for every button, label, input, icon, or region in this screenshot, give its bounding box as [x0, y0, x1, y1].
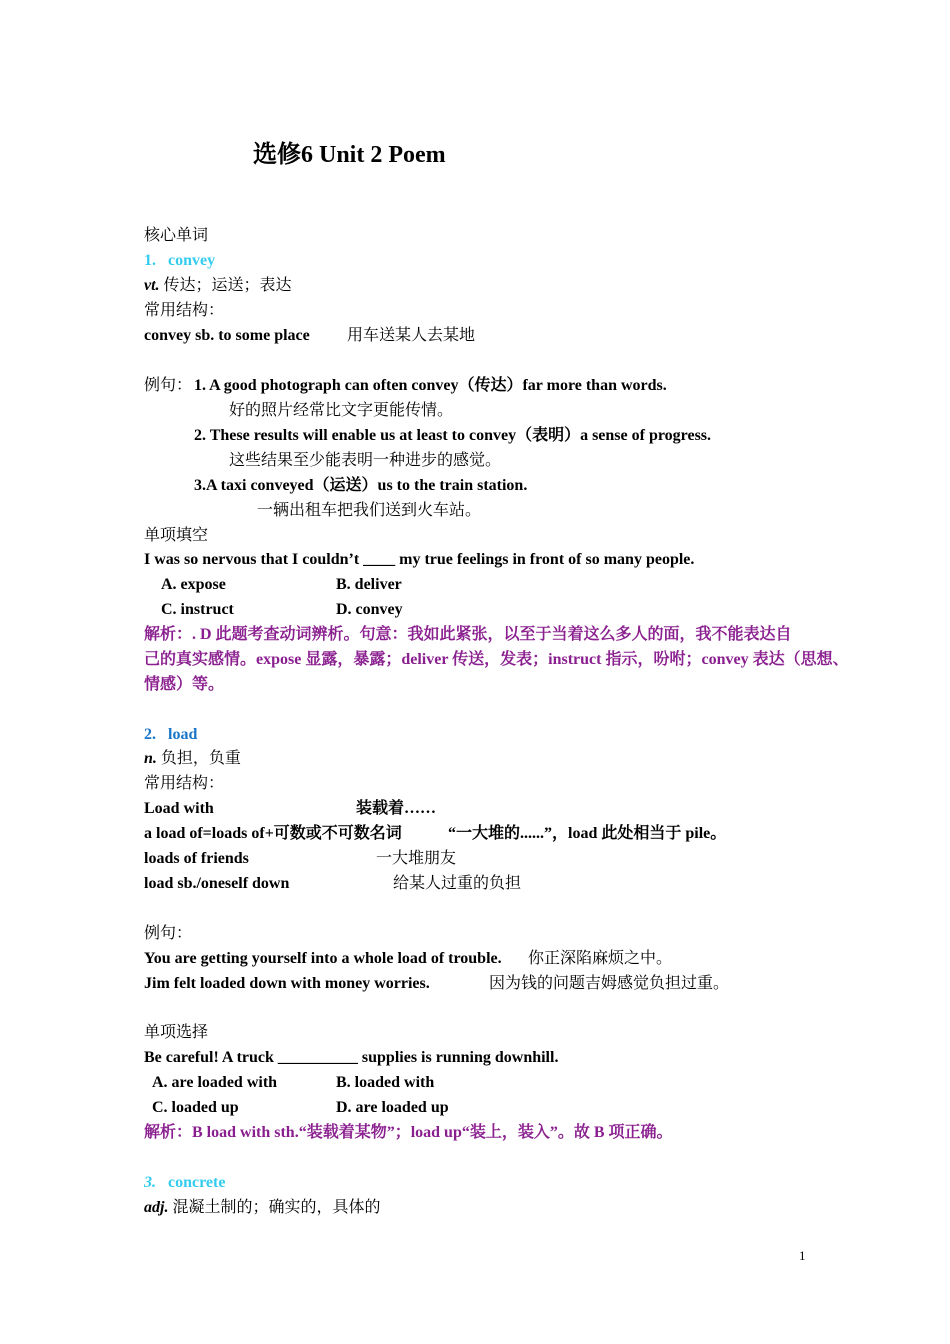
word-2-number: 2. [144, 726, 156, 743]
page-title: 选修6 Unit 2 Poem [253, 142, 446, 168]
word-1-option-b: B. deliver [336, 576, 402, 593]
word-1-structure-label: 常用结构： [144, 302, 225, 319]
word-2-example-label: 例句： [144, 925, 193, 942]
word-2-structure-1-en: Load with [144, 800, 214, 817]
word-1-meaning: 传达；运送；表达 [163, 277, 292, 294]
word-2-example-2-cn: 因为钱的问题吉姆感觉负担过重。 [489, 975, 730, 992]
word-2-meaning: 负担，负重 [160, 750, 241, 767]
word-1-quiz-stem: I was so nervous that I couldn’t ____ my true feelings in front of so many people. [144, 551, 695, 568]
word-1-term: convey [168, 252, 216, 269]
word-2-option-a: A. are loaded with [152, 1074, 278, 1091]
word-1-example-3-cn: 一辆出租车把我们送到火车站。 [257, 502, 482, 519]
word-2-example-2-en: Jim felt loaded down with money worries. [144, 975, 430, 992]
word-2-structure-4-cn: 给某人过重的负担 [393, 875, 522, 892]
word-1-structure-en: convey sb. to some place [144, 327, 310, 344]
word-2-structure-2-en: a load of=loads of+可数或不可数名词 [144, 825, 402, 842]
word-1-heading [144, 251, 215, 271]
word-3-pos: adj. [144, 1199, 169, 1216]
word-3-meaning: 混凝土制的；确实的，具体的 [172, 1199, 381, 1216]
word-3-term: concrete [168, 1174, 226, 1191]
word-1-example-1-en: 1. A good photograph can often convey（传达）far more than words. [194, 377, 667, 394]
word-2-option-d: D. are loaded up [336, 1099, 449, 1116]
word-2-quiz-stem: Be careful! A truck __________ supplies is running downhill. [144, 1049, 559, 1066]
word-1-answer-line-3: 情感）等。 [144, 676, 225, 693]
word-2-structure-label: 常用结构： [144, 775, 225, 792]
word-1-pos: vt. [144, 277, 160, 294]
word-2-option-b: B. loaded with [336, 1074, 435, 1091]
word-1-option-d: D. convey [336, 601, 403, 618]
word-1-example-3-en: 3.A taxi conveyed（运送）us to the train station. [194, 477, 528, 494]
word-2-heading [144, 725, 197, 745]
word-2-example-1-cn: 你正深陷麻烦之中。 [528, 950, 673, 967]
word-3-definition [144, 1198, 380, 1218]
word-1-example-label: 例句： [144, 377, 193, 394]
word-2-structure-3-cn: 一大堆朋友 [376, 850, 457, 867]
word-2-structure-1-cn: 装载着…… [356, 800, 437, 817]
word-1-answer-line-2: 己的真实感情。expose 显露，暴露；deliver 传送，发表；instruct 指示，吩咐；convey 表达（思想、 [144, 651, 849, 668]
word-2-pos: n. [144, 750, 157, 767]
word-2-definition [144, 749, 241, 769]
word-2-structure-4-en: load sb./oneself down [144, 875, 290, 892]
word-2-term: load [168, 726, 198, 743]
word-1-definition [144, 276, 292, 296]
word-1-example-1-cn: 好的照片经常比文字更能传情。 [229, 402, 454, 419]
word-3-heading [144, 1173, 225, 1193]
word-1-structure-cn: 用车送某人去某地 [347, 327, 476, 344]
word-2-structure-3-en: loads of friends [144, 850, 249, 867]
page-number: 1 [799, 1248, 806, 1263]
word-3-number: 3. [144, 1174, 156, 1191]
word-1-number: 1. [144, 252, 156, 269]
word-2-option-c: C. loaded up [152, 1099, 239, 1116]
word-2-structure-2-cn: “一大堆的......”，load 此处相当于 pile。 [448, 825, 727, 842]
section-heading: 核心单词 [144, 227, 209, 244]
word-2-quiz-label: 单项选择 [144, 1024, 209, 1041]
word-1-option-a: A. expose [161, 576, 226, 593]
word-1-example-2-en: 2. These results will enable us at least to convey（表明）a sense of progress. [194, 427, 712, 444]
word-1-quiz-label: 单项填空 [144, 527, 209, 544]
word-1-example-2-cn: 这些结果至少能表明一种进步的感觉。 [229, 452, 502, 469]
word-2-answer: 解析：B load with sth.“装载着某物”；load up“装上，装入”。故 B 项正确。 [144, 1124, 673, 1141]
word-1-option-c: C. instruct [161, 601, 234, 618]
word-1-answer-line-1: 解析：. D 此题考查动词辨析。句意：我如此紧张，以至于当着这么多人的面，我不能表达自 [144, 626, 792, 643]
word-2-example-1-en: You are getting yourself into a whole load of trouble. [144, 950, 502, 967]
